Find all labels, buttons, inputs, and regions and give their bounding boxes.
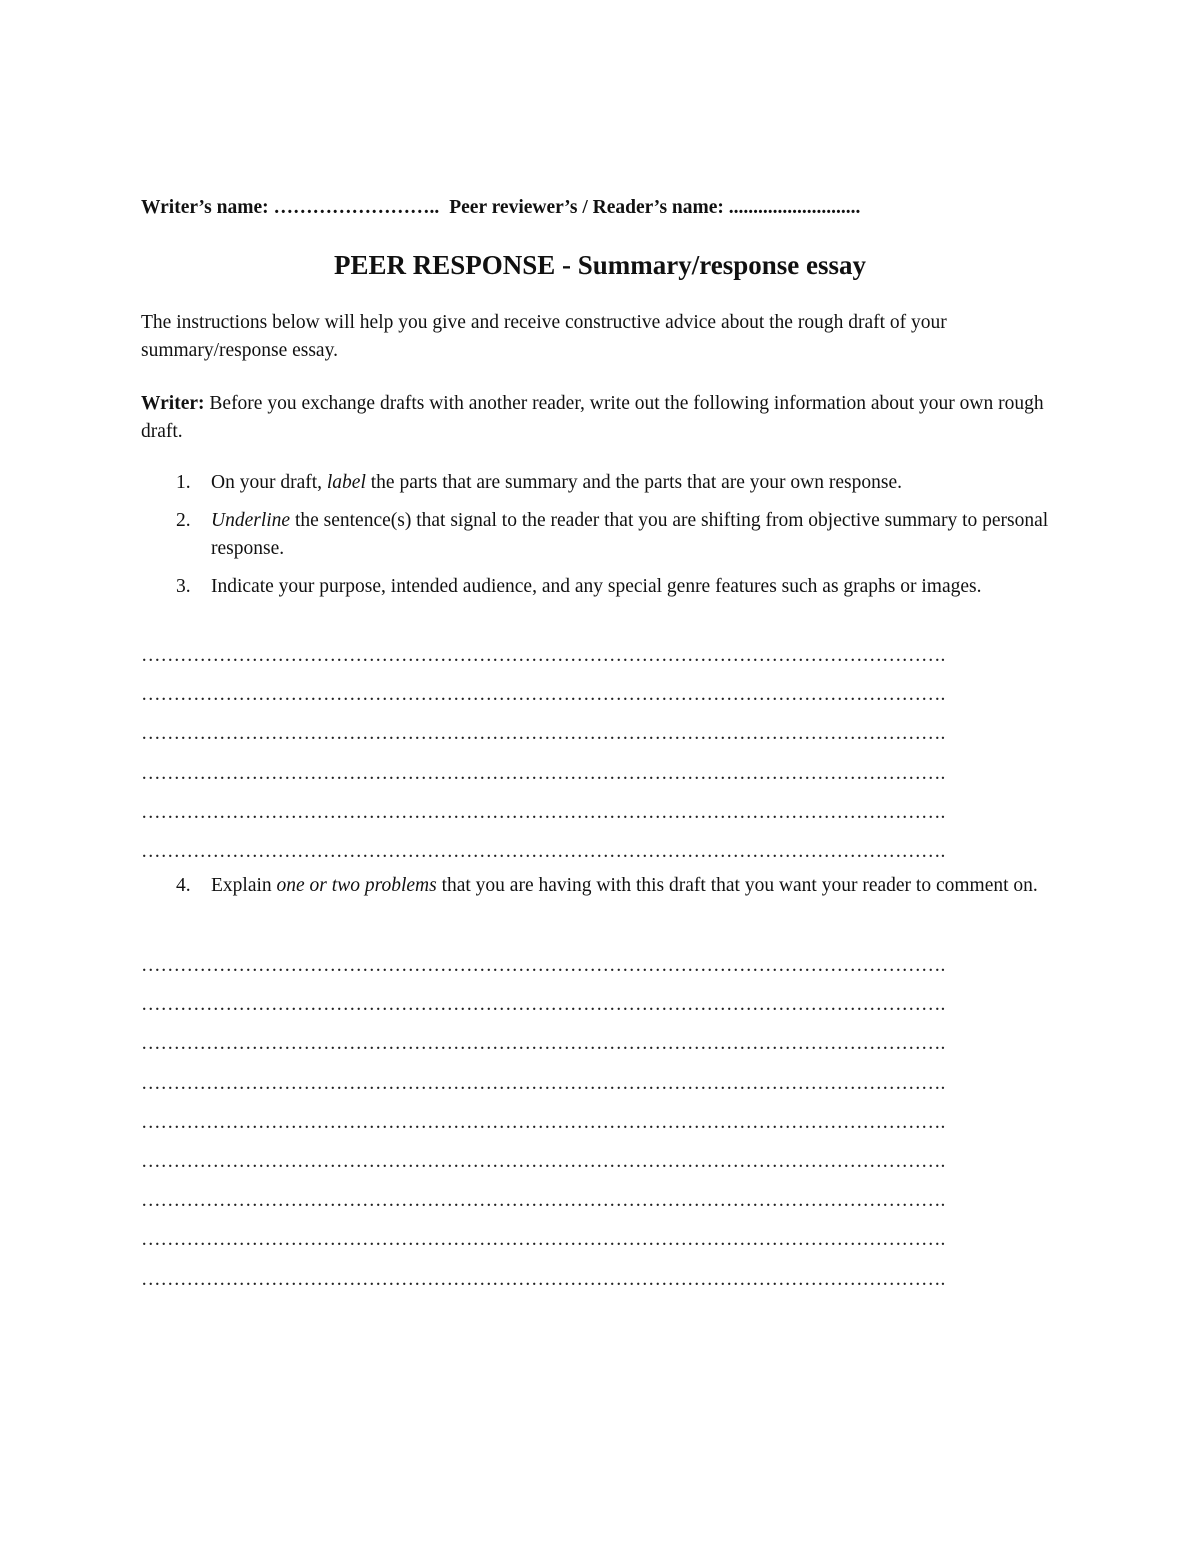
list-text-part: that you are having with this draft that you want your reader to comment on. [436,875,1038,896]
writer-instructions [141,390,1061,446]
dotted-answer-line[interactable]: ……………………………………………………………………………………………………………. [141,841,946,862]
list-text-emphasis: one or two problems [276,875,437,896]
writer-name-field[interactable]: Writer’s name: …………………….. [141,197,440,218]
reviewer-name-field[interactable]: Peer reviewer’s / Reader’s name: ........................... [449,197,861,218]
dotted-answer-line[interactable]: ……………………………………………………………………………………………………………. [141,955,946,976]
list-item-text [211,872,1066,900]
intro-paragraph: The instructions below will help you give and receive constructive advice about the rough draft of your summary/response essay. [141,312,947,361]
list-number: 1. [176,472,191,493]
document-title: PEER RESPONSE - Summary/response essay [333,250,867,280]
list-number: 4. [176,875,191,896]
dotted-answer-line[interactable]: ……………………………………………………………………………………………………………. [141,1072,946,1094]
dotted-answer-line[interactable]: ……………………………………………………………………………………………………………. [141,1229,946,1251]
dotted-answer-line[interactable]: ……………………………………………………………………………………………………………. [141,1151,946,1172]
list-text-part: the sentence(s) that signal to the reader that you are shifting from objective summary to personal response. [211,510,1049,559]
list-item-text: Indicate your purpose, intended audience, and any special genre features such as graphs or images. [211,576,982,597]
list-number: 3. [176,576,191,597]
dotted-answer-line[interactable]: ……………………………………………………………………………………………………………. [141,1190,946,1212]
dotted-answer-line[interactable]: ……………………………………………………………………………………………………………. [141,1111,946,1133]
dotted-answer-line[interactable]: ……………………………………………………………………………………………………………. [141,645,946,666]
writer-instructions-text: Before you exchange drafts with another reader, write out the following information about your own rough draft. [141,393,1044,442]
writer-label: Writer: [141,393,205,414]
list-text-part: the parts that are summary and the parts that are your own response. [365,472,902,493]
names-line [141,194,860,222]
dotted-answer-line[interactable]: ……………………………………………………………………………………………………………. [141,1268,946,1290]
list-number: 2. [176,510,191,531]
dotted-answer-line[interactable]: ……………………………………………………………………………………………………………. [141,1033,946,1055]
list-text-part: Explain [211,875,277,896]
dotted-answer-line[interactable]: ……………………………………………………………………………………………………………. [141,684,946,706]
dotted-answer-line[interactable]: ……………………………………………………………………………………………………………. [141,801,946,823]
dotted-answer-line[interactable]: ……………………………………………………………………………………………………………. [141,723,946,745]
list-item-text [211,507,1066,563]
list-text-part: On your draft, [211,472,327,493]
list-text-emphasis: label [326,472,366,493]
dotted-answer-line[interactable]: ……………………………………………………………………………………………………………. [141,994,946,1016]
list-item-text [211,469,1066,497]
dotted-answer-line[interactable]: ……………………………………………………………………………………………………………. [141,762,946,784]
list-text-emphasis: Underline [211,510,291,531]
